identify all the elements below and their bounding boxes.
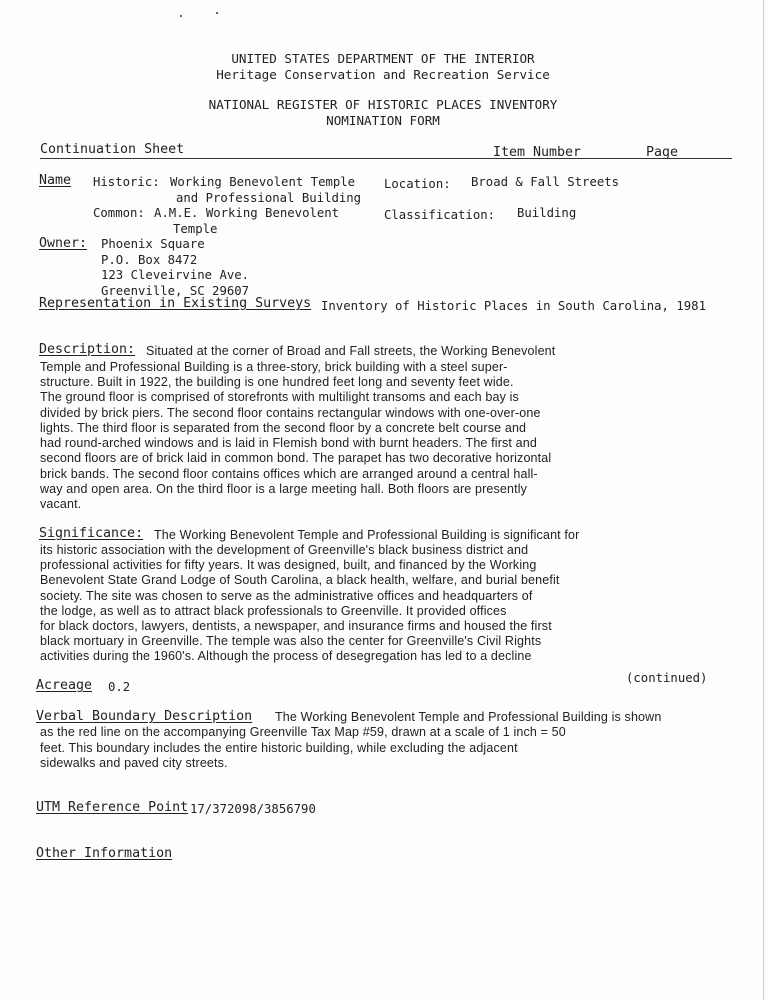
common-name-line-2: Temple [173,222,218,236]
description-line: lights. The third floor is separated from the second floor by a concrete belt course and [40,421,527,435]
classification-label: Classification: [384,208,496,222]
owner-line-2: P.O. Box 8472 [101,253,198,267]
significance-line: the lodge, as well as to attract black professionals to Greenville. It provided offices [40,604,507,618]
historic-name-line-1: Working Benevolent Temple [170,175,356,189]
scan-speck [180,15,182,17]
location-value: Broad & Fall Streets [471,175,620,189]
surveys-value: Inventory of Historic Places in South Carolina, 1981 [321,299,706,313]
owner-line-4: Greenville, SC 29607 [101,284,250,298]
significance-line: activities during the 1960's. Although the process of desegregation has led to a decline [40,649,532,663]
description-line: second floors are of brick laid in common bond. The parapet has two decorative horizontal [40,451,552,465]
description-line: brick bands. The second floor contains offices which are arranged around a central hall- [40,467,538,481]
boundary-label: Verbal Boundary Description [36,709,253,724]
location-label: Location: [384,177,451,191]
description-line: Temple and Professional Building is a three-story, brick building with a steel super- [40,360,508,374]
item-number-label: Item Number [493,145,582,160]
significance-line: black mortuary in Greenville. The temple was also the center for Greenville's Civil Rights [40,634,542,648]
historic-name-line-2: and Professional Building [176,191,362,205]
continuation-sheet-rule [40,158,180,159]
acreage-value: 0.2 [108,680,131,694]
form-title: NOMINATION FORM [326,113,440,128]
significance-line: professional activities for fifty years. It was designed, built, and financed by the Working [40,558,537,572]
surveys-label: Representation in Existing Surveys [39,296,312,311]
utm-label: UTM Reference Point [36,800,189,815]
continuation-sheet-label: Continuation Sheet [40,142,185,157]
service-title: Heritage Conservation and Recreation Service [216,67,550,82]
significance-line: Benevolent State Grand Lodge of South Carolina, a black health, welfare, and burial benefit [40,573,560,587]
acreage-label: Acreage [36,678,93,693]
description-line: had round-arched windows and is laid in Flemish bond with burnt headers. The first and [40,436,537,450]
significance-line: its historic association with the development of Greenville's black business district and [40,543,529,557]
classification-value: Building [517,206,577,220]
significance-line: society. The site was chosen to serve as the administrative offices and headquarters of [40,589,533,603]
utm-value: 17/372098/3856790 [190,802,316,816]
boundary-line: sidewalks and paved city streets. [40,756,228,770]
description-line: structure. Built in 1922, the building is one hundred feet long and seventy feet wide. [40,375,514,389]
description-line: Situated at the corner of Broad and Fall streets, the Working Benevolent [146,344,556,358]
description-label: Description: [39,342,136,357]
page-edge [763,0,764,1000]
owner-line-1: Phoenix Square [101,237,205,251]
owner-label: Owner: [39,236,88,251]
description-line: The ground floor is comprised of storefronts with multilight transoms and each bay is [40,390,519,404]
common-name-line-1: A.M.E. Working Benevolent [154,206,340,220]
common-label: Common: [93,206,145,220]
boundary-line: feet. This boundary includes the entire historic building, while excluding the adjacent [40,741,518,755]
significance-label: Significance: [39,526,144,541]
other-information-label: Other Information [36,846,173,861]
page-label: Page [646,145,679,160]
significance-line: for black doctors, lawyers, dentists, a newspaper, and insurance firms and housed the first [40,619,552,633]
continued-note: (continued) [626,671,708,685]
significance-line: The Working Benevolent Temple and Professional Building is significant for [154,528,580,542]
boundary-line: as the red line on the accompanying Greenville Tax Map #59, drawn at a scale of 1 inch = 50 [40,725,566,739]
description-line: way and open area. On the third floor is a large meeting hall. Both floors are presently [40,482,528,496]
historic-label: Historic: [93,175,160,189]
owner-line-3: 123 Cleveirvine Ave. [101,268,250,282]
description-line: vacant. [40,497,82,511]
boundary-line: The Working Benevolent Temple and Professional Building is shown [275,710,662,724]
scan-speck [216,12,218,14]
description-line: divided by brick piers. The second floor contains rectangular windows with one-over-one [40,406,541,420]
register-title: NATIONAL REGISTER OF HISTORIC PLACES INVENTORY [208,97,558,112]
name-label: Name [39,173,72,188]
department-title: UNITED STATES DEPARTMENT OF THE INTERIOR [231,51,535,66]
